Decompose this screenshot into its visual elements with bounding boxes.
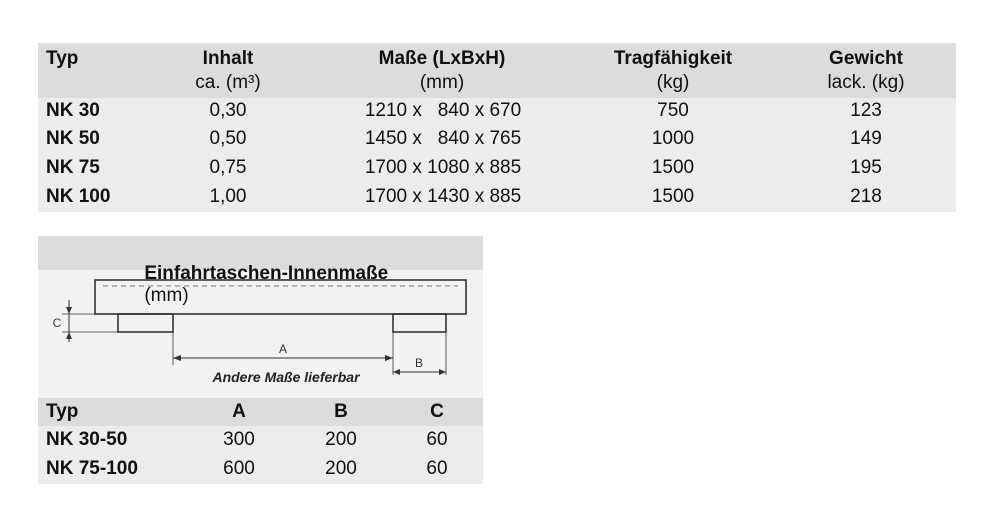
row-inhalt: 0,30 (209, 100, 247, 121)
pocket-title-unit: (mm) (144, 285, 189, 306)
row-gewicht: 123 (850, 100, 882, 121)
pocket-row-b: 200 (325, 458, 357, 479)
header-inhalt-unit: ca. (m³) (195, 72, 261, 93)
header-masse-unit: (mm) (419, 72, 465, 93)
dim-b-arrow-right (439, 369, 446, 375)
row-inhalt: 0,75 (209, 157, 247, 178)
left-pocket (118, 314, 173, 332)
dim-b-label: B (414, 356, 424, 370)
pocket-row-c: 60 (426, 429, 448, 450)
row-tragfaehigkeit: 750 (657, 100, 689, 121)
pocket-header-c: C (430, 401, 444, 422)
pocket-title-text: Einfahrtaschen-Innenmaße (144, 263, 389, 284)
pocket-row-typ: NK 30-50 (46, 429, 128, 450)
pocket-header-b: B (334, 401, 348, 422)
right-pocket (393, 314, 446, 332)
row-tragfaehigkeit: 1500 (651, 157, 695, 178)
pocket-row-b: 200 (325, 429, 357, 450)
row-typ: NK 50 (46, 128, 100, 149)
pocket-row-a: 600 (223, 458, 255, 479)
container-body (95, 280, 466, 314)
dim-c-arrow-bottom (66, 332, 72, 339)
pocket-row-a: 300 (223, 429, 255, 450)
pocket-table-header (38, 398, 483, 426)
row-typ: NK 75 (46, 157, 100, 178)
row-gewicht: 218 (850, 186, 882, 207)
fork-pocket-diagram (38, 270, 483, 395)
header-tragfaehigkeit-unit: (kg) (656, 72, 690, 93)
row-typ: NK 100 (46, 186, 111, 207)
dim-b-arrow-left (393, 369, 400, 375)
diagram-note: Andere Maße lieferbar (212, 369, 360, 385)
header-typ: Typ (46, 48, 79, 69)
header-gewicht-unit: lack. (kg) (827, 72, 905, 93)
dim-a-arrow-left (173, 355, 181, 361)
pocket-header-typ: Typ (46, 401, 79, 422)
dim-c-arrow-top (66, 307, 72, 314)
dim-a-label: A (278, 342, 288, 356)
header-gewicht: Gewicht (829, 48, 903, 69)
pocket-row-c: 60 (426, 458, 448, 479)
header-tragfaehigkeit: Tragfähigkeit (613, 48, 733, 69)
row-tragfaehigkeit: 1000 (651, 128, 695, 149)
row-typ: NK 30 (46, 100, 100, 121)
header-inhalt: Inhalt (202, 48, 254, 69)
row-gewicht: 149 (850, 128, 882, 149)
row-masse: 1210 x 840 x 670 (364, 100, 522, 121)
dim-c-label: C (52, 316, 62, 330)
row-masse: 1700 x 1080 x 885 (364, 157, 522, 178)
header-masse: Maße (LxBxH) (378, 48, 506, 69)
row-masse: 1450 x 840 x 765 (364, 128, 522, 149)
pocket-row-typ: NK 75-100 (46, 458, 138, 479)
pocket-header-a: A (232, 401, 246, 422)
row-gewicht: 195 (850, 157, 882, 178)
row-inhalt: 1,00 (209, 186, 247, 207)
row-inhalt: 0,50 (209, 128, 247, 149)
dim-a-arrow-right (385, 355, 393, 361)
row-masse: 1700 x 1430 x 885 (364, 186, 522, 207)
row-tragfaehigkeit: 1500 (651, 186, 695, 207)
